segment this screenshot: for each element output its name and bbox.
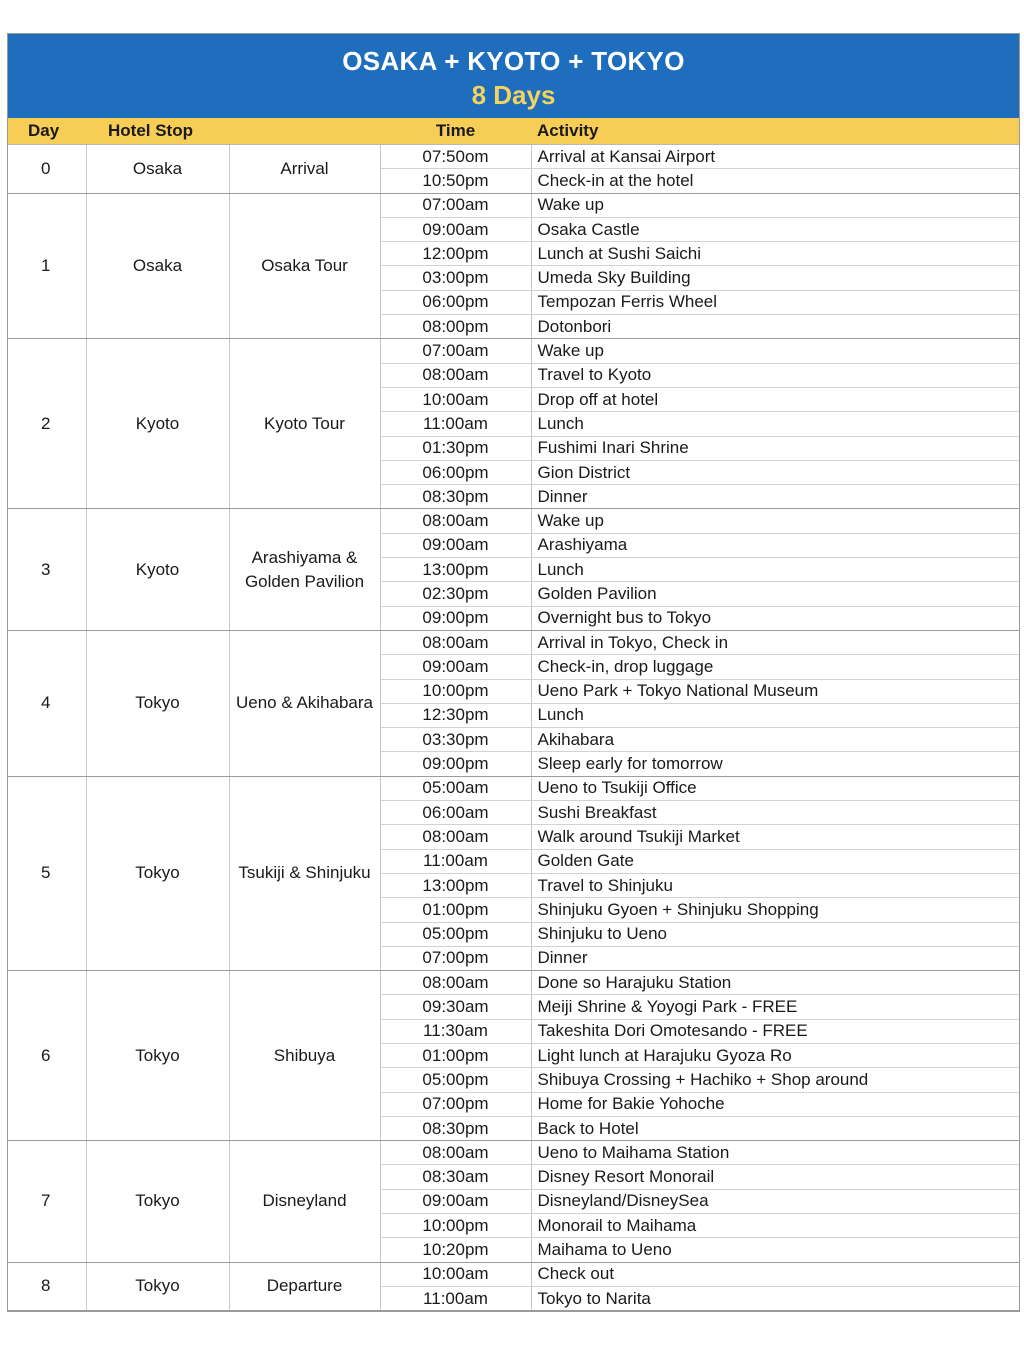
activity-cell: Dotonbori [531, 315, 1019, 339]
time-cell: 10:00pm [380, 679, 531, 703]
table-row [8, 1141, 1019, 1165]
time-cell: 08:00am [380, 1141, 531, 1165]
activity-cell: Tokyo to Narita [531, 1286, 1019, 1310]
day-theme: Kyoto Tour [229, 339, 380, 509]
activity-cell: Home for Bakie Yohoche [531, 1092, 1019, 1116]
time-cell: 07:00am [380, 339, 531, 363]
time-cell: 13:00pm [380, 873, 531, 897]
activity-cell: Sushi Breakfast [531, 801, 1019, 825]
time-cell: 09:00am [380, 655, 531, 679]
activity-cell: Done so Harajuku Station [531, 971, 1019, 995]
time-cell: 11:30am [380, 1019, 531, 1043]
itinerary-body [8, 145, 1019, 1311]
time-cell: 08:30am [380, 1165, 531, 1189]
time-cell: 07:00pm [380, 1092, 531, 1116]
time-cell: 08:30pm [380, 485, 531, 509]
hotel-stop: Tokyo [86, 630, 229, 776]
time-cell: 10:00am [380, 1262, 531, 1286]
time-cell: 11:00am [380, 1286, 531, 1310]
activity-cell: Overnight bus to Tokyo [531, 606, 1019, 630]
activity-cell: Check out [531, 1262, 1019, 1286]
activity-cell: Check-in, drop luggage [531, 655, 1019, 679]
time-cell: 01:30pm [380, 436, 531, 460]
hotel-stop: Osaka [86, 145, 229, 194]
time-cell: 03:00pm [380, 266, 531, 290]
activity-cell: Wake up [531, 193, 1019, 217]
day-number: 8 [8, 1262, 86, 1311]
time-cell: 09:00am [380, 1189, 531, 1213]
time-cell: 09:00pm [380, 752, 531, 776]
activity-cell: Disneyland/DisneySea [531, 1189, 1019, 1213]
day-number: 6 [8, 971, 86, 1141]
activity-cell: Gion District [531, 460, 1019, 484]
table-row [8, 971, 1019, 995]
column-header-activity: Activity [531, 118, 1019, 145]
title-banner [8, 34, 1019, 118]
column-header-hotel: Hotel Stop [86, 118, 380, 145]
activity-cell: Lunch at Sushi Saichi [531, 242, 1019, 266]
time-cell: 05:00pm [380, 1068, 531, 1092]
activity-cell: Arashiyama [531, 533, 1019, 557]
activity-cell: Dinner [531, 946, 1019, 970]
activity-cell: Wake up [531, 509, 1019, 533]
time-cell: 10:00pm [380, 1214, 531, 1238]
time-cell: 06:00pm [380, 290, 531, 314]
day-theme: Shibuya [229, 971, 380, 1141]
activity-cell: Osaka Castle [531, 217, 1019, 241]
day-theme: Tsukiji & Shinjuku [229, 776, 380, 970]
activity-cell: Sleep early for tomorrow [531, 752, 1019, 776]
activity-cell: Lunch [531, 703, 1019, 727]
activity-cell: Fushimi Inari Shrine [531, 436, 1019, 460]
time-cell: 12:30pm [380, 703, 531, 727]
table-row [8, 776, 1019, 800]
time-cell: 10:20pm [380, 1238, 531, 1262]
activity-cell: Shibuya Crossing + Hachiko + Shop around [531, 1068, 1019, 1092]
day-number: 0 [8, 145, 86, 194]
activity-cell: Akihabara [531, 728, 1019, 752]
activity-cell: Umeda Sky Building [531, 266, 1019, 290]
day-number: 1 [8, 193, 86, 339]
activity-cell: Walk around Tsukiji Market [531, 825, 1019, 849]
time-cell: 03:30pm [380, 728, 531, 752]
hotel-stop: Tokyo [86, 971, 229, 1141]
itinerary-table [8, 118, 1019, 1311]
hotel-stop: Kyoto [86, 509, 229, 630]
table-row [8, 509, 1019, 533]
time-cell: 11:00am [380, 412, 531, 436]
time-cell: 09:30am [380, 995, 531, 1019]
activity-cell: Check-in at the hotel [531, 169, 1019, 193]
time-cell: 10:00am [380, 387, 531, 411]
time-cell: 06:00pm [380, 460, 531, 484]
hotel-stop: Kyoto [86, 339, 229, 509]
activity-cell: Lunch [531, 412, 1019, 436]
activity-cell: Drop off at hotel [531, 387, 1019, 411]
time-cell: 09:00am [380, 217, 531, 241]
day-theme: Ueno & Akihabara [229, 630, 380, 776]
activity-cell: Ueno to Tsukiji Office [531, 776, 1019, 800]
itinerary-sheet [7, 33, 1020, 1312]
time-cell: 08:00am [380, 825, 531, 849]
time-cell: 07:00am [380, 193, 531, 217]
activity-cell: Ueno Park + Tokyo National Museum [531, 679, 1019, 703]
time-cell: 01:00pm [380, 1043, 531, 1067]
time-cell: 08:00am [380, 363, 531, 387]
day-theme: Arashiyama & Golden Pavilion [229, 509, 380, 630]
time-cell: 08:00am [380, 630, 531, 654]
time-cell: 09:00am [380, 533, 531, 557]
column-header-time: Time [380, 118, 531, 145]
activity-cell: Light lunch at Harajuku Gyoza Ro [531, 1043, 1019, 1067]
activity-cell: Golden Gate [531, 849, 1019, 873]
activity-cell: Travel to Shinjuku [531, 873, 1019, 897]
hotel-stop: Tokyo [86, 1141, 229, 1262]
activity-cell: Shinjuku Gyoen + Shinjuku Shopping [531, 898, 1019, 922]
day-theme: Osaka Tour [229, 193, 380, 339]
table-row [8, 1262, 1019, 1286]
hotel-stop: Tokyo [86, 776, 229, 970]
time-cell: 08:00am [380, 971, 531, 995]
activity-cell: Maihama to Ueno [531, 1238, 1019, 1262]
activity-cell: Ueno to Maihama Station [531, 1141, 1019, 1165]
activity-cell: Arrival at Kansai Airport [531, 145, 1019, 169]
time-cell: 08:30pm [380, 1116, 531, 1140]
activity-cell: Travel to Kyoto [531, 363, 1019, 387]
time-cell: 06:00am [380, 801, 531, 825]
time-cell: 13:00pm [380, 558, 531, 582]
activity-cell: Tempozan Ferris Wheel [531, 290, 1019, 314]
activity-cell: Arrival in Tokyo, Check in [531, 630, 1019, 654]
table-row [8, 193, 1019, 217]
day-theme: Departure [229, 1262, 380, 1311]
time-cell: 10:50pm [380, 169, 531, 193]
day-number: 2 [8, 339, 86, 509]
time-cell: 07:50om [380, 145, 531, 169]
activity-cell: Back to Hotel [531, 1116, 1019, 1140]
activity-cell: Shinjuku to Ueno [531, 922, 1019, 946]
hotel-stop: Osaka [86, 193, 229, 339]
time-cell: 05:00pm [380, 922, 531, 946]
activity-cell: Lunch [531, 558, 1019, 582]
table-row [8, 339, 1019, 363]
time-cell: 01:00pm [380, 898, 531, 922]
activity-cell: Disney Resort Monorail [531, 1165, 1019, 1189]
time-cell: 07:00pm [380, 946, 531, 970]
day-number: 7 [8, 1141, 86, 1262]
activity-cell: Takeshita Dori Omotesando - FREE [531, 1019, 1019, 1043]
activity-cell: Meiji Shrine & Yoyogi Park - FREE [531, 995, 1019, 1019]
header-row [8, 118, 1019, 145]
day-number: 4 [8, 630, 86, 776]
time-cell: 08:00am [380, 509, 531, 533]
day-number: 5 [8, 776, 86, 970]
column-header-day: Day [8, 118, 86, 145]
day-theme: Arrival [229, 145, 380, 194]
time-cell: 09:00pm [380, 606, 531, 630]
hotel-stop: Tokyo [86, 1262, 229, 1311]
time-cell: 11:00am [380, 849, 531, 873]
time-cell: 02:30pm [380, 582, 531, 606]
activity-cell: Wake up [531, 339, 1019, 363]
activity-cell: Golden Pavilion [531, 582, 1019, 606]
table-row [8, 630, 1019, 654]
page-title: OSAKA + KYOTO + TOKYO [342, 46, 685, 76]
activity-cell: Dinner [531, 485, 1019, 509]
page-subtitle: 8 Days [471, 80, 556, 110]
activity-cell: Monorail to Maihama [531, 1214, 1019, 1238]
day-theme: Disneyland [229, 1141, 380, 1262]
time-cell: 05:00am [380, 776, 531, 800]
time-cell: 08:00pm [380, 315, 531, 339]
day-number: 3 [8, 509, 86, 630]
table-row [8, 145, 1019, 169]
time-cell: 12:00pm [380, 242, 531, 266]
